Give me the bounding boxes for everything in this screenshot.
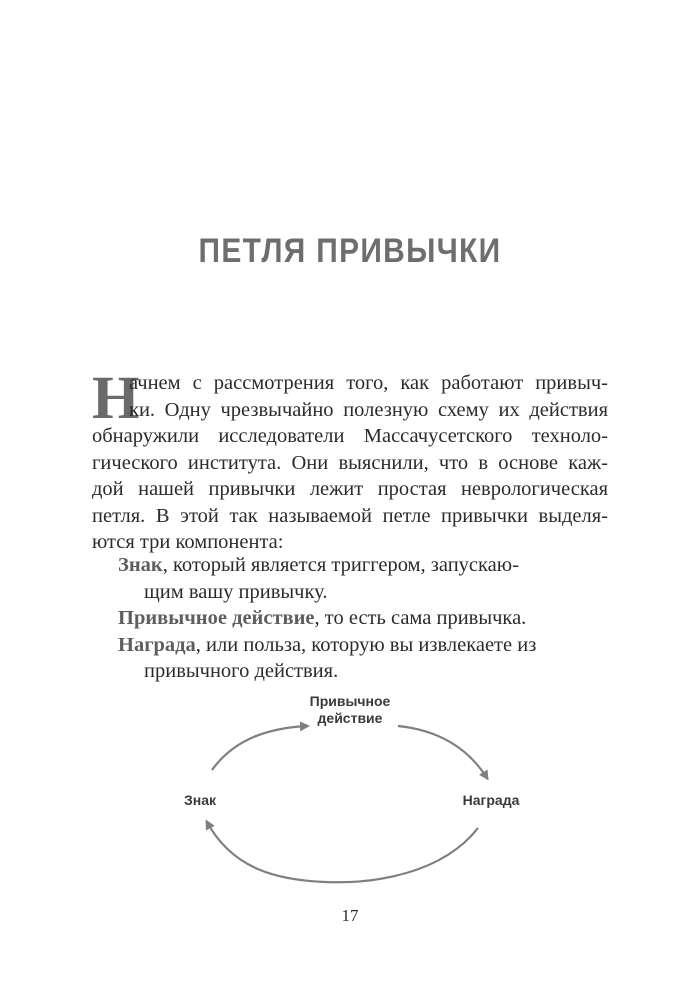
paragraph-line: ки. Одну чрезвычайно полезную схему их действия	[129, 398, 608, 421]
component-term: Знак	[118, 554, 163, 576]
drop-cap: Н	[92, 365, 140, 432]
habit-loop-diagram	[160, 690, 540, 890]
component-term: Привычное действие	[118, 607, 315, 629]
paragraph-line: обнаружили исследователи Массачусетского техноло-	[92, 425, 608, 447]
diagram-label-reward: Награда	[462, 792, 520, 808]
component-text: , который является триггером, запускаю-	[162, 554, 519, 576]
paragraph-line: дой нашей привычки лежит простая неврологическая	[92, 478, 608, 500]
diagram-label-cue: Знак	[183, 792, 217, 808]
component-reward	[118, 632, 578, 685]
arrow-routine-to-reward	[398, 726, 487, 778]
component-cue	[118, 552, 578, 605]
component-text-continued: привычного действия.	[144, 660, 339, 682]
page-number: 17	[341, 906, 359, 925]
component-text-continued: щим вашу привычку.	[144, 580, 328, 603]
paragraph-line: петля. В этой так называемой петле привычки выделя-	[92, 504, 608, 527]
chapter-title: ПЕТЛЯ ПРИВЫЧКИ	[198, 232, 502, 270]
intro-paragraph	[92, 365, 608, 556]
paragraph-line: гического института. Они выяснили, что в основе каж-	[92, 451, 608, 474]
component-term: Награда	[118, 633, 196, 656]
component-text: , или польза, которую вы извлекаете из	[195, 633, 537, 656]
paragraph-line: ются три компонента:	[92, 531, 284, 553]
paragraph-line: ачнем с рассмотрения того, как работают привыч-	[129, 372, 608, 394]
diagram-label-routine: Привычное действие	[309, 693, 391, 726]
arrow-cue-to-routine	[212, 726, 307, 770]
arrow-reward-to-cue	[207, 822, 478, 882]
component-routine	[118, 605, 578, 632]
component-text: , то есть сама привычка.	[314, 607, 527, 629]
habit-components-list	[118, 552, 578, 685]
